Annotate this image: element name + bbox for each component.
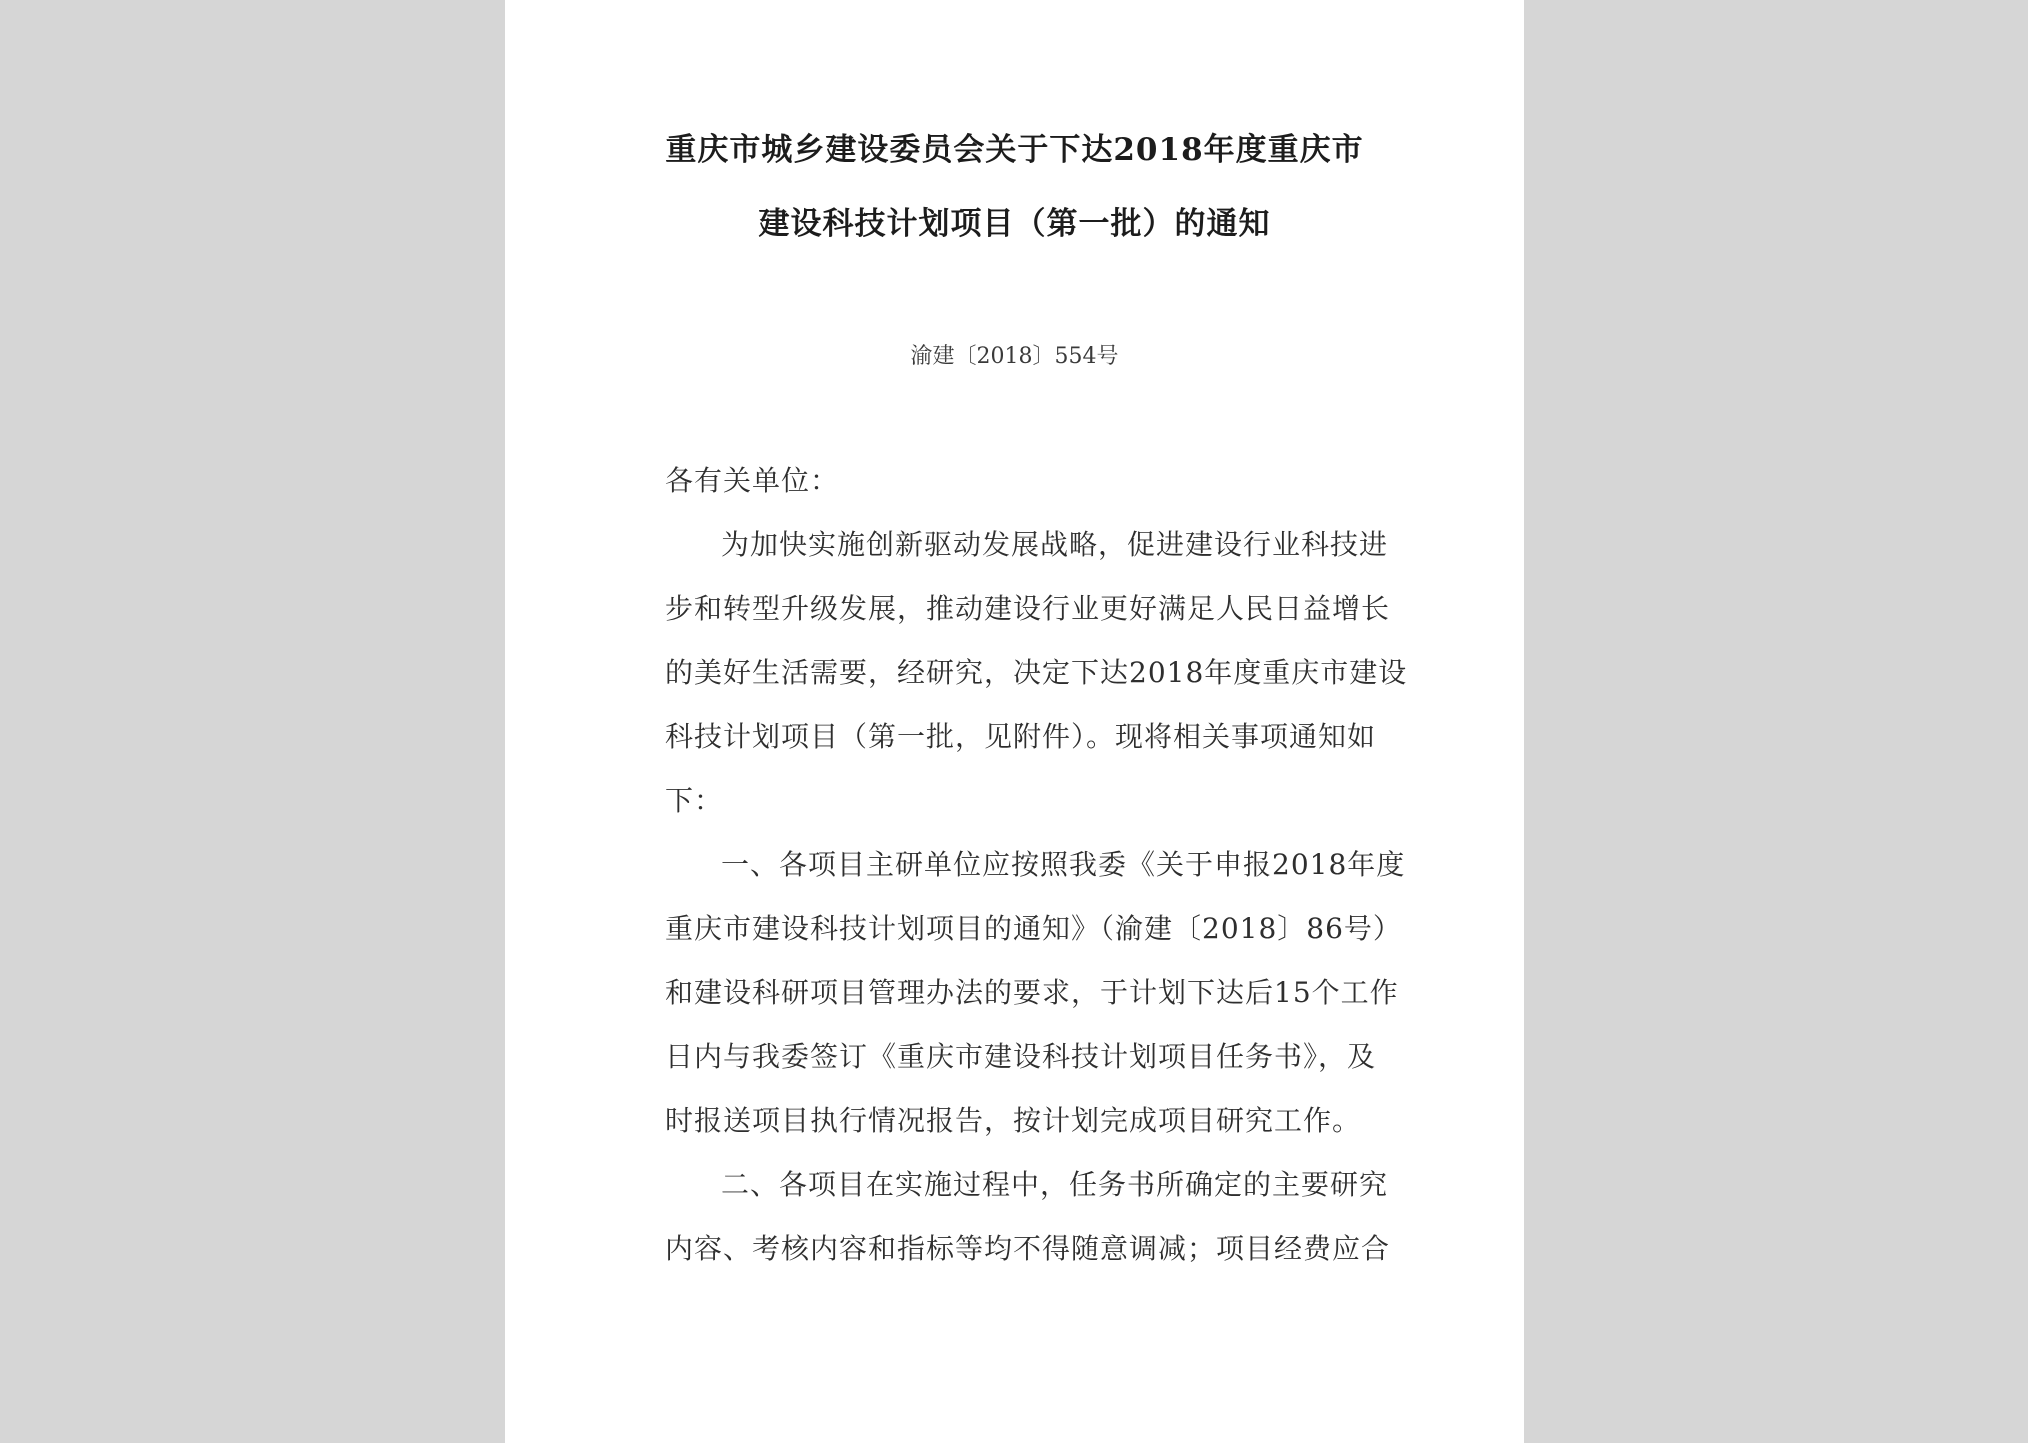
document-title-line-1: 重庆市城乡建设委员会关于下达2018年度重庆市: [665, 132, 1364, 168]
body-line: 重庆市建设科技计划项目的通知》（渝建〔2018〕86号）: [665, 912, 1402, 945]
body-line: 和建设科研项目管理办法的要求，于计划下达后15个工作: [665, 976, 1399, 1009]
document-title-line-2: 建设科技计划项目（第一批）的通知: [758, 206, 1271, 242]
body-line: 科技计划项目（第一批，见附件）。现将相关事项通知如: [665, 720, 1377, 753]
document-number: 渝建〔2018〕554号: [910, 344, 1119, 369]
document-page: [505, 0, 1524, 1443]
body-line: 下：: [665, 784, 724, 817]
body-line: 一、各项目主研单位应按照我委《关于申报2018年度: [721, 848, 1406, 881]
body-line: 为加快实施创新驱动发展战略，促进建设行业科技进: [721, 528, 1389, 561]
body-line: 内容、考核内容和指标等均不得随意调减；项目经费应合: [665, 1232, 1391, 1265]
body-line: 日内与我委签订《重庆市建设科技计划项目任务书》，及: [665, 1040, 1377, 1073]
salutation: 各有关单位：: [665, 464, 840, 497]
body-line: 二、各项目在实施过程中，任务书所确定的主要研究: [721, 1168, 1389, 1201]
body-line: 步和转型升级发展，推动建设行业更好满足人民日益增长: [665, 592, 1391, 625]
body-line: 时报送项目执行情况报告，按计划完成项目研究工作。: [665, 1104, 1362, 1137]
body-line: 的美好生活需要，经研究，决定下达2018年度重庆市建设: [665, 656, 1408, 689]
